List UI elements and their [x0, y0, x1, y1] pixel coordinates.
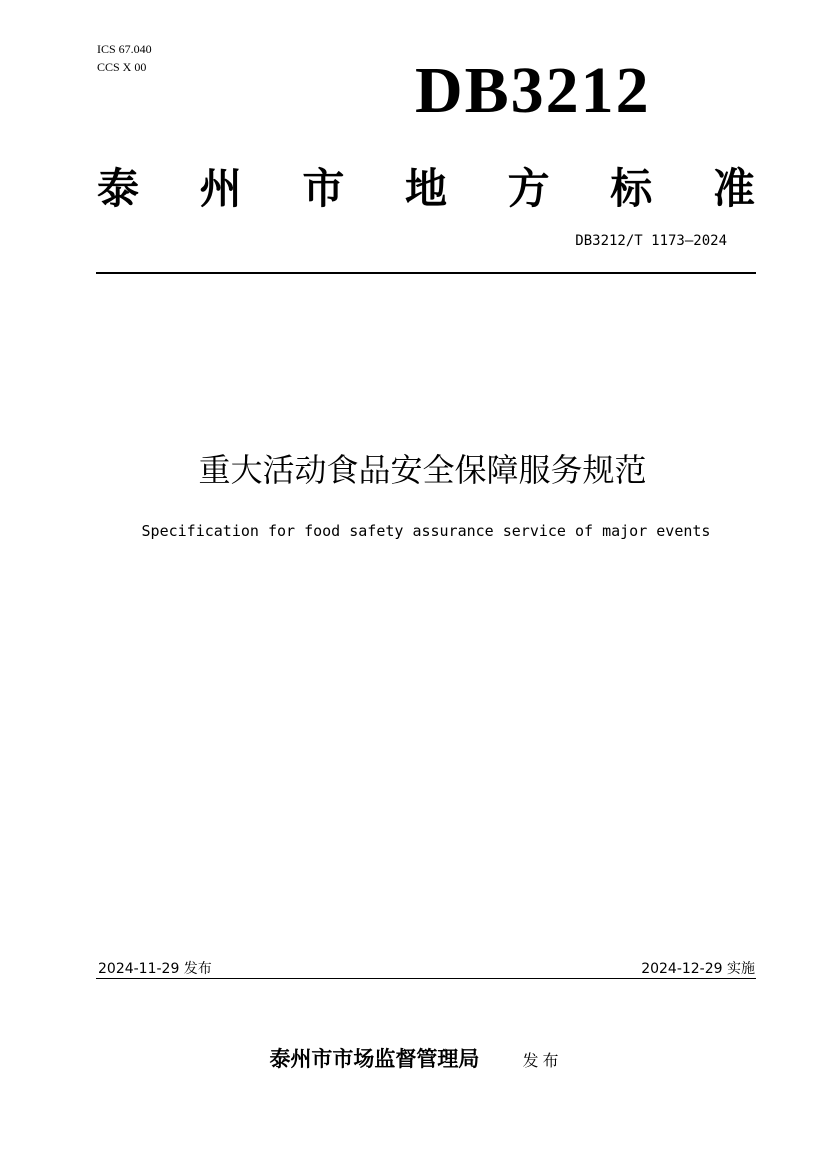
standard-type-char: 准 [712, 164, 755, 213]
standard-type-title [97, 163, 755, 215]
standard-type-char: 地 [404, 164, 447, 213]
standard-type-char: 方 [507, 164, 550, 213]
standard-code-large: DB3212 [415, 54, 651, 127]
standard-number: DB3212/T 1173—2024 [575, 233, 727, 249]
standard-type-char: 泰 [97, 164, 140, 213]
issuer-name: 泰州市市场监督管理局 [269, 1047, 480, 1071]
issuer-line [0, 1045, 815, 1075]
ccs-code: CCS X 00 [97, 60, 147, 74]
date-divider [96, 978, 756, 979]
header-divider [96, 272, 756, 274]
standard-type-char: 州 [199, 164, 242, 213]
publish-date: 2024-11-29 发布 [98, 961, 212, 977]
document-title-english: Specification for food safety assurance service of major events [141, 522, 711, 540]
issue-label: 发布 [522, 1051, 563, 1070]
document-title-chinese: 重大活动食品安全保障服务规范 [198, 451, 647, 489]
ics-code: ICS 67.040 [97, 42, 152, 56]
effective-date: 2024-12-29 实施 [641, 961, 755, 977]
standard-type-char: 市 [302, 164, 345, 213]
standard-type-char: 标 [610, 164, 653, 213]
